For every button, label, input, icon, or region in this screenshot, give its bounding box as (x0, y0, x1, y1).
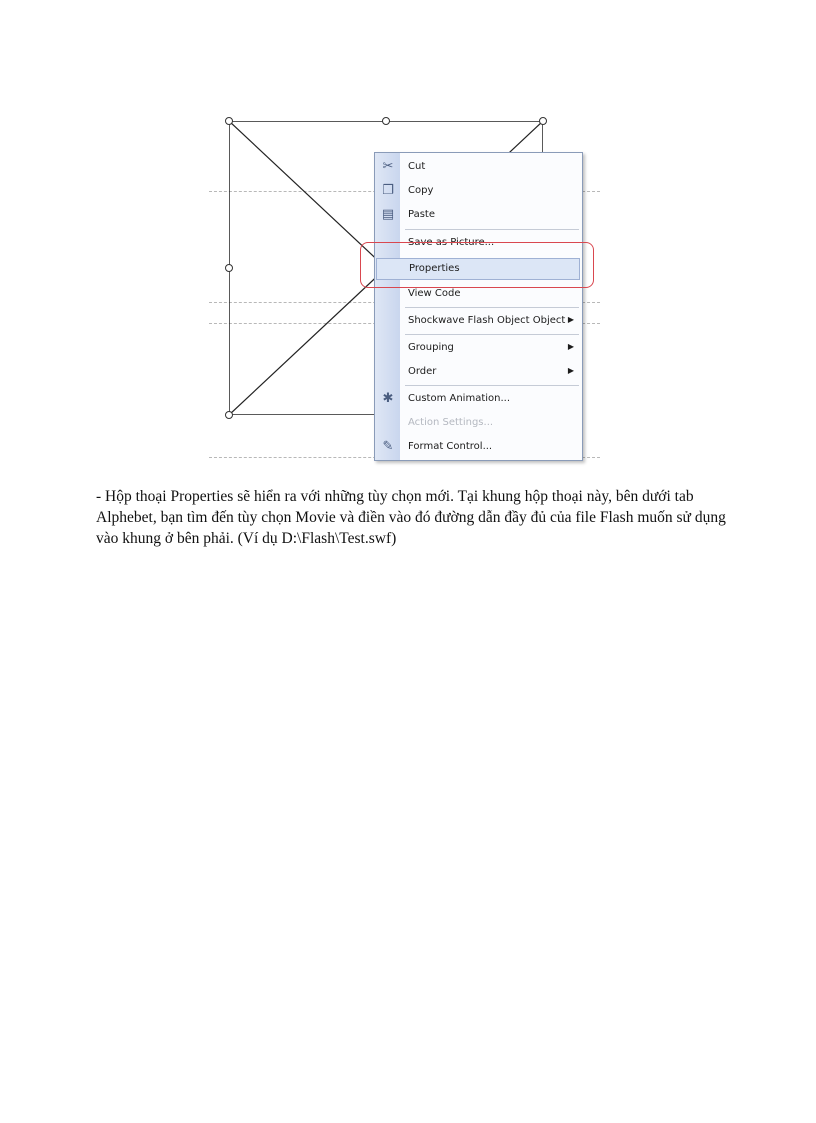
custom-animation-icon: ✱ (382, 391, 394, 406)
menu-item-shockwave-flash-object[interactable] (375, 310, 582, 332)
paste-icon: ▤ (381, 207, 395, 222)
properties-highlight-callout (360, 242, 594, 288)
menu-item-label: Grouping (408, 342, 454, 353)
format-control-icon: ✎ (382, 439, 394, 454)
submenu-arrow-icon: ▶ (567, 342, 574, 351)
menu-item-copy[interactable] (375, 180, 582, 202)
menu-separator (405, 334, 579, 335)
menu-item-action-settings (375, 412, 582, 434)
submenu-arrow-icon: ▶ (567, 366, 574, 375)
resize-handle-left[interactable] (225, 264, 233, 272)
menu-item-label: Action Settings... (408, 417, 494, 428)
resize-handle-top-left[interactable] (225, 117, 233, 125)
context-menu (374, 152, 583, 461)
menu-separator (405, 385, 579, 386)
resize-handle-top[interactable] (382, 117, 390, 125)
menu-item-label: Cut (408, 161, 426, 172)
menu-item-label: Properties (409, 263, 460, 274)
menu-separator (405, 229, 579, 230)
menu-item-label: Copy (408, 185, 434, 196)
menu-item-label: Custom Animation... (408, 393, 511, 404)
menu-item-order[interactable] (375, 361, 582, 383)
menu-item-label: Format Control... (408, 441, 493, 452)
menu-item-label: Paste (408, 209, 435, 220)
menu-item-label: Order (408, 366, 437, 377)
menu-item-label: View Code (408, 288, 461, 299)
instruction-paragraph: - Hộp thoại Properties sẽ hiển ra với những tùy chọn mới. Tại khung hộp thoại này, bên dưới tab Alphebet, bạn tìm đến tùy chọn Movie và điền vào đó đường dẫn đầy đủ của file Flash muốn sử dụng vào khung ở bên phải. (Ví dụ D:\Flash\Test.swf) (96, 488, 726, 547)
menu-separator (405, 307, 579, 308)
scissors-icon: ✂ (382, 159, 394, 174)
menu-item-format-control[interactable] (375, 436, 582, 458)
menu-item-label: Save as Picture... (408, 237, 495, 248)
resize-handle-top-right[interactable] (539, 117, 547, 125)
menu-item-paste[interactable] (375, 204, 582, 226)
menu-item-custom-animation[interactable] (375, 388, 582, 410)
copy-icon: ❐ (382, 183, 394, 198)
menu-item-cut[interactable] (375, 156, 582, 178)
menu-item-label: Shockwave Flash Object Object (408, 315, 566, 326)
resize-handle-bottom-left[interactable] (225, 411, 233, 419)
submenu-arrow-icon: ▶ (567, 315, 574, 324)
menu-item-grouping[interactable] (375, 337, 582, 359)
